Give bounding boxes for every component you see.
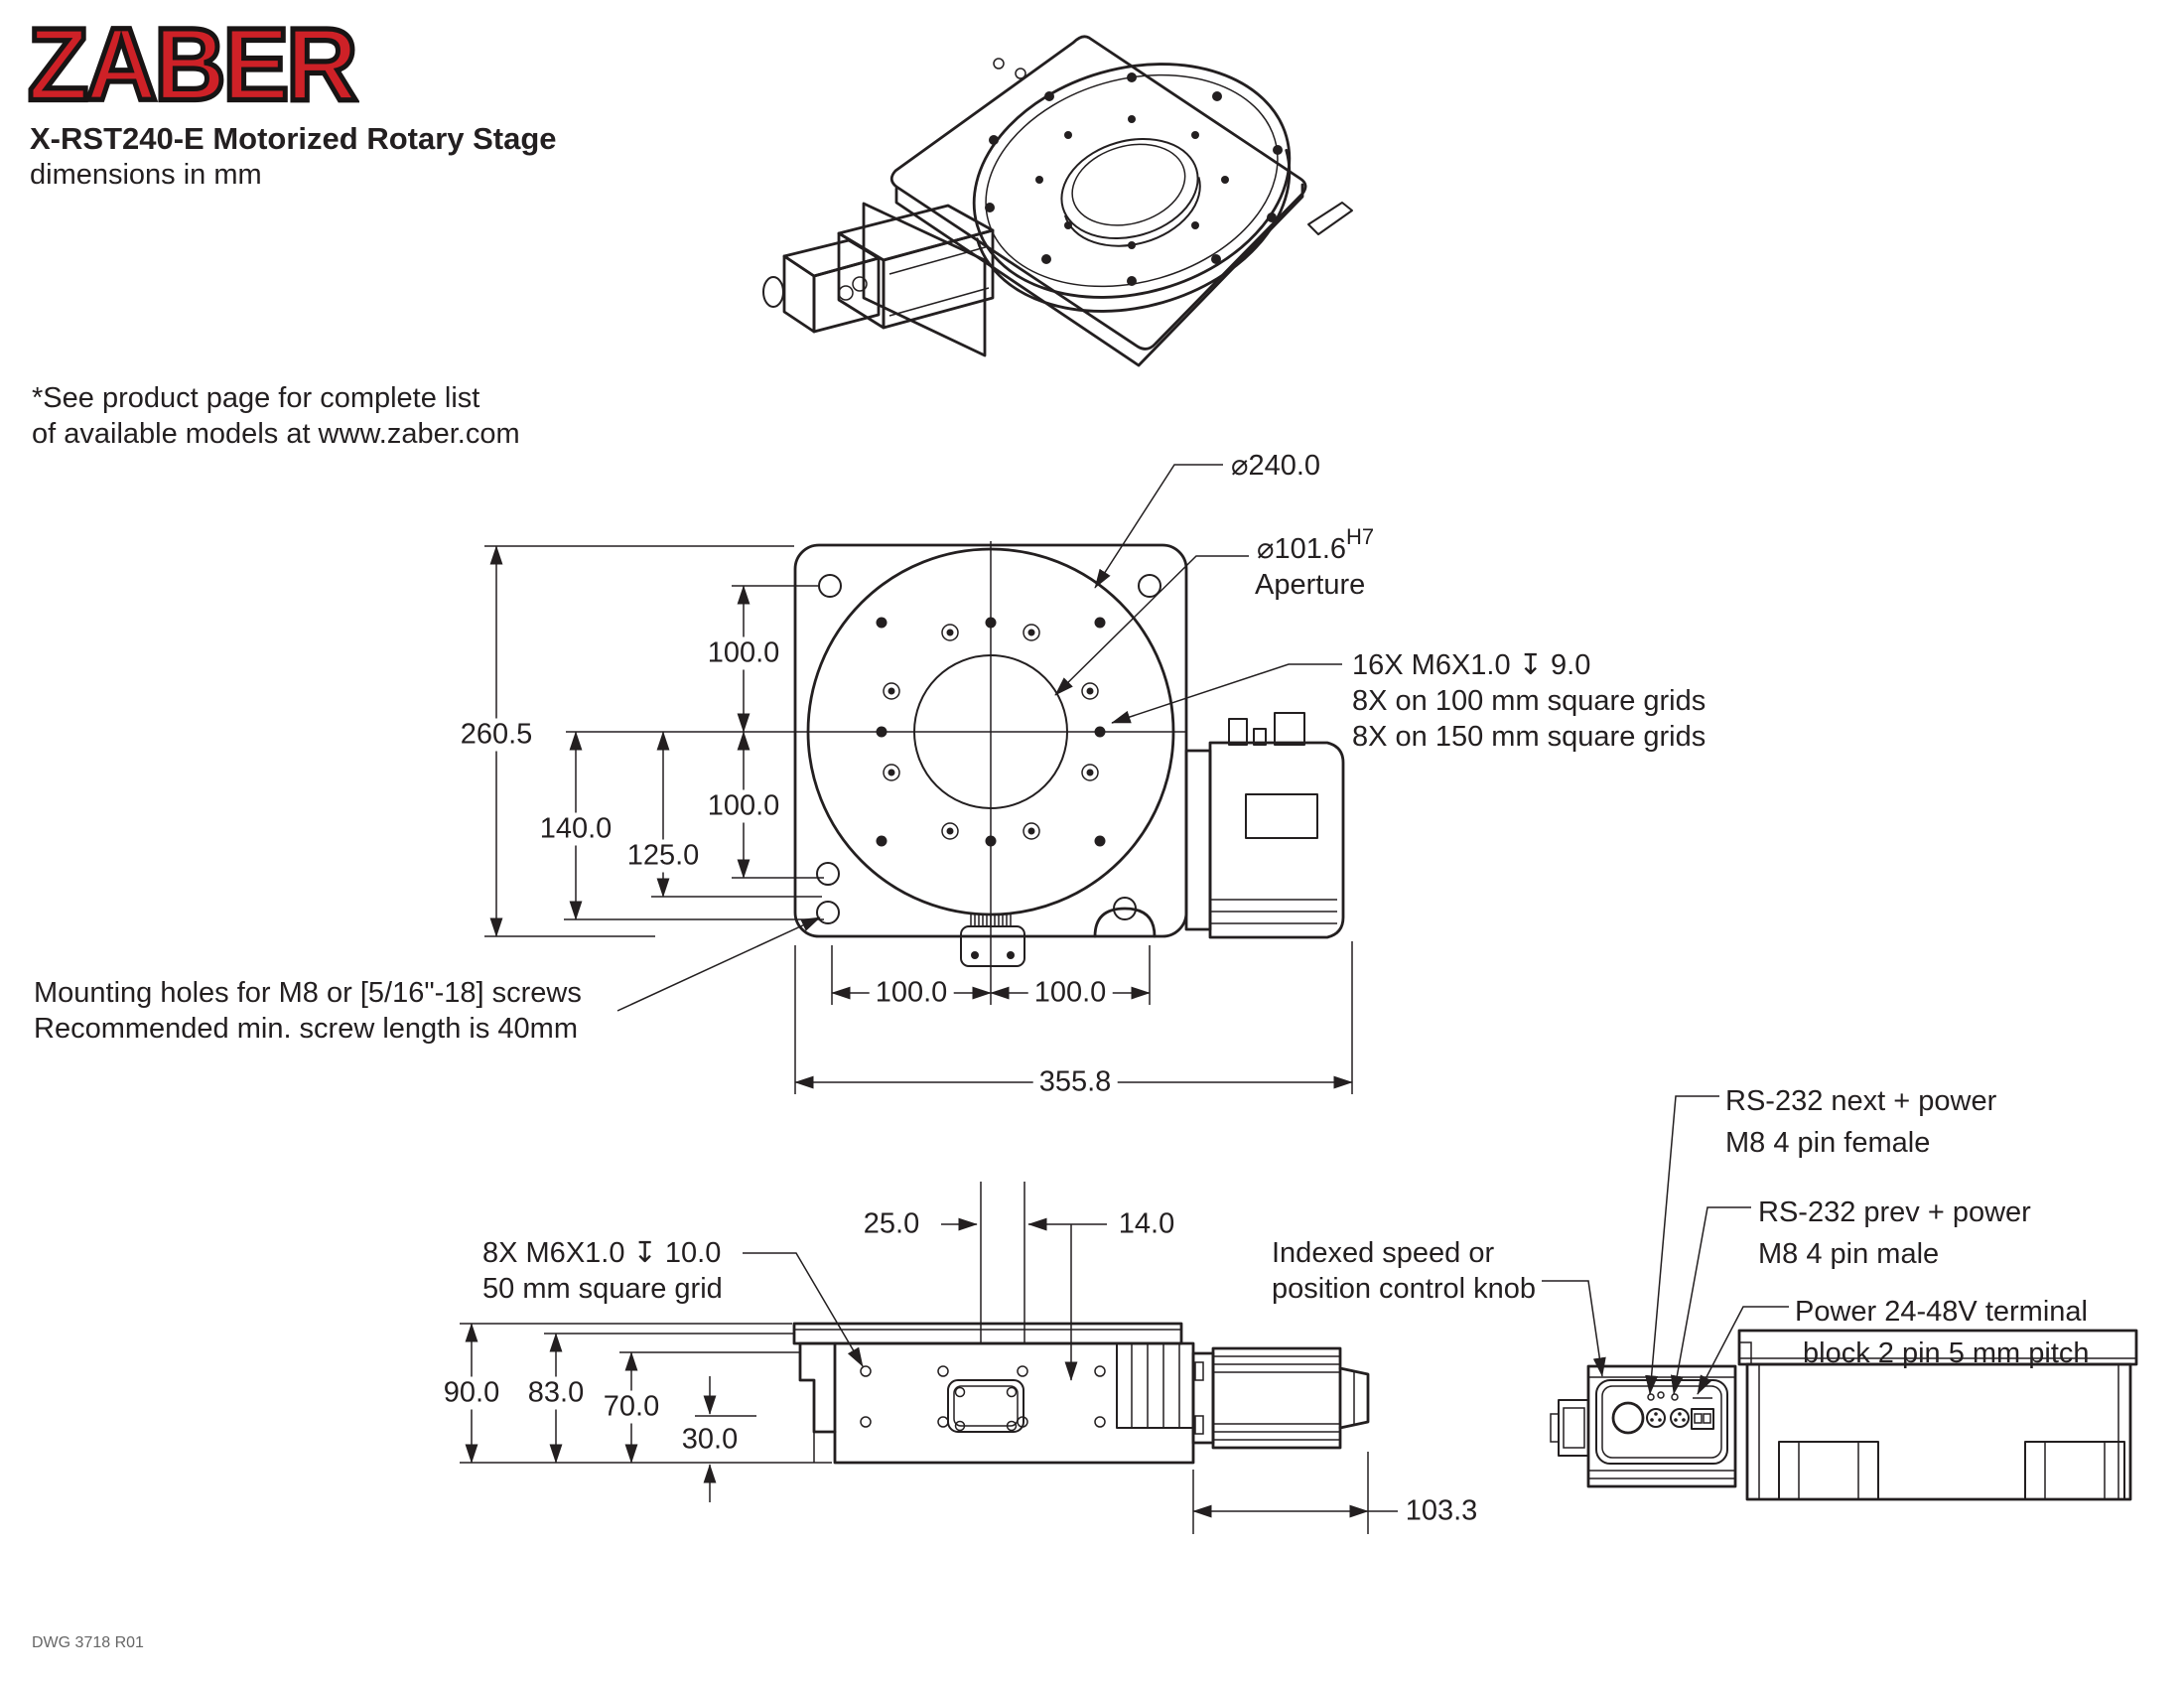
callout-knob: [1272, 1235, 1536, 1307]
side-view-holes: [861, 1366, 1105, 1427]
units-note: dimensions in mm: [30, 159, 262, 191]
mounting-note-line1: Mounting holes for M8 or [5/16"-18] screws: [34, 977, 582, 1009]
m8-connector-next: [1647, 1392, 1665, 1427]
m6-side-line2: 50 mm square grid: [482, 1273, 723, 1305]
dim-90: 90.0: [438, 1377, 505, 1410]
dim-100-bottom: 100.0: [702, 790, 786, 823]
drawing-number: DWG 3718 R01: [32, 1634, 144, 1651]
m6-pattern-line3: 8X on 150 mm square grids: [1352, 721, 1706, 753]
leader-m6-side: [743, 1253, 863, 1366]
top-view-motor: [1186, 713, 1343, 937]
rs232-next-line1: RS-232 next + power: [1725, 1085, 1997, 1117]
isometric-bolt-holes: [985, 72, 1283, 286]
dim-100-top: 100.0: [702, 637, 786, 670]
dim-70: 70.0: [598, 1391, 665, 1424]
leader-dia240: [1095, 465, 1223, 588]
rs232-prev-line2: M8 4 pin male: [1758, 1238, 1940, 1270]
power-line1: Power 24-48V terminal: [1795, 1296, 2088, 1328]
callout-rs232-next: [1725, 1080, 1996, 1164]
callout-power: [1795, 1291, 2090, 1374]
product-page-note-line2: of available models at www.zaber.com: [32, 418, 520, 450]
dim-260-5: 260.5: [455, 719, 539, 752]
dim-14: 14.0: [1118, 1207, 1175, 1240]
m6-pattern-line2: 8X on 100 mm square grids: [1352, 685, 1706, 717]
dim-100-left: 100.0: [870, 977, 954, 1010]
m8-connector-prev: [1671, 1394, 1689, 1427]
callout-m6-side: [482, 1235, 723, 1307]
mounting-note: [34, 975, 582, 1047]
callout-m6-pattern: [1352, 647, 1706, 755]
plate-mounting-holes: [817, 575, 1160, 936]
dim-355-8: 355.8: [1033, 1066, 1118, 1099]
power-line2: block 2 pin 5 mm pitch: [1803, 1337, 2090, 1369]
leader-rs232-next: [1650, 1096, 1719, 1394]
leader-mounting: [617, 917, 820, 1011]
rs232-prev-line1: RS-232 prev + power: [1758, 1196, 2031, 1228]
dim-100-right: 100.0: [1028, 977, 1113, 1010]
mounting-note-line2: Recommended min. screw length is 40mm: [34, 1013, 578, 1045]
side-view-connector: [948, 1380, 1024, 1432]
rs232-next-line2: M8 4 pin female: [1725, 1127, 1931, 1159]
product-page-note-line1: *See product page for complete list: [32, 382, 480, 414]
callout-rs232-prev: [1758, 1192, 2031, 1275]
m6-side-line1: 8X M6X1.0 ↧ 10.0: [482, 1237, 722, 1269]
m6-pattern-line1: 16X M6X1.0 ↧ 9.0: [1352, 649, 1591, 681]
leader-m6: [1112, 664, 1342, 723]
knob-label-line1: Indexed speed or: [1272, 1237, 1495, 1269]
isometric-view: [763, 29, 1352, 365]
dim-103-3: 103.3: [1405, 1494, 1478, 1527]
callout-aperture: Aperture: [1255, 569, 1366, 601]
dim-125: 125.0: [621, 840, 706, 873]
aperture-tolerance: H7: [1346, 524, 1375, 549]
top-view-connector: [961, 914, 1024, 966]
side-view-motor: [1117, 1343, 1368, 1448]
dim-140: 140.0: [534, 813, 618, 846]
dim-30: 30.0: [676, 1424, 744, 1457]
zaber-logo: ZABER: [28, 7, 355, 123]
dim-83: 83.0: [522, 1377, 590, 1410]
leader-knob: [1542, 1281, 1602, 1376]
leader-aperture: [1055, 556, 1249, 695]
callout-dia-240: ⌀240.0: [1231, 450, 1321, 482]
control-knob: [1613, 1403, 1643, 1433]
power-terminal-block: [1692, 1398, 1713, 1429]
dim-25: 25.0: [863, 1207, 920, 1240]
end-view-left-boss: [1551, 1400, 1588, 1456]
callout-dia-aperture: $⌀101.6^{H7}$: [1257, 524, 1375, 565]
knob-label-line2: position control knob: [1272, 1273, 1536, 1305]
product-title: X-RST240-E Motorized Rotary Stage: [30, 121, 557, 156]
